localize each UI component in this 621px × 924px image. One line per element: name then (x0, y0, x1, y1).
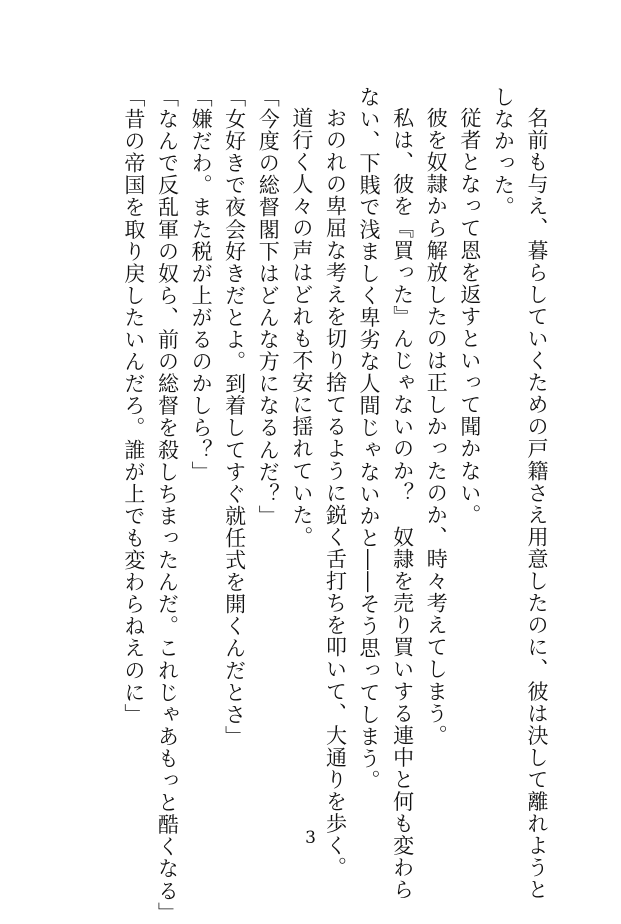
vertical-text-body (116, 86, 553, 924)
page-number: 3 (305, 828, 316, 848)
text-line: ない、下賎で浅ましく卑劣な人間じゃないかと――そう思ってしまう。 (357, 86, 382, 792)
text-line: 名前も与え、暮らしていくための戸籍さえ用意したのに、彼は決して離れようと (525, 107, 549, 901)
text-line: おのれの卑屈な考えを切り捨てるように鋭く舌打ちを叩いて、大通りを歩く。 (323, 107, 348, 879)
text-line: 道行く人々の声はどれも不安に揺れていた。 (289, 107, 314, 548)
dialogue-line: 「女好きで夜会好きだとよ。到着してすぐ就任式を開くんだとさ」 (222, 86, 247, 748)
text-line: 彼を奴隷から解放したのは正しかったのか、時々考えてしまう。 (424, 107, 449, 747)
dialogue-line: 「なんで反乱軍の奴ら、前の総督を殺しちまったんだ。これじゃあもっと酷くなる」 (155, 86, 180, 924)
dialogue-line: 「昔の帝国を取り戻したいんだろ。誰が上でも変わらねえのに」 (121, 86, 146, 726)
text-line: 私は、彼を『買った』んじゃないのか？ 奴隷を売り買いする連中と何も変わら (390, 107, 415, 901)
dialogue-line: 「今度の総督閣下はどんな方になるんだ？」 (256, 86, 281, 527)
text-line: しなかった。 (491, 86, 516, 219)
dialogue-line: 「嫌だわ。また税が上がるのかしら？」 (189, 86, 214, 483)
text-line: 従者となって恩を返すといって聞かない。 (457, 107, 482, 526)
